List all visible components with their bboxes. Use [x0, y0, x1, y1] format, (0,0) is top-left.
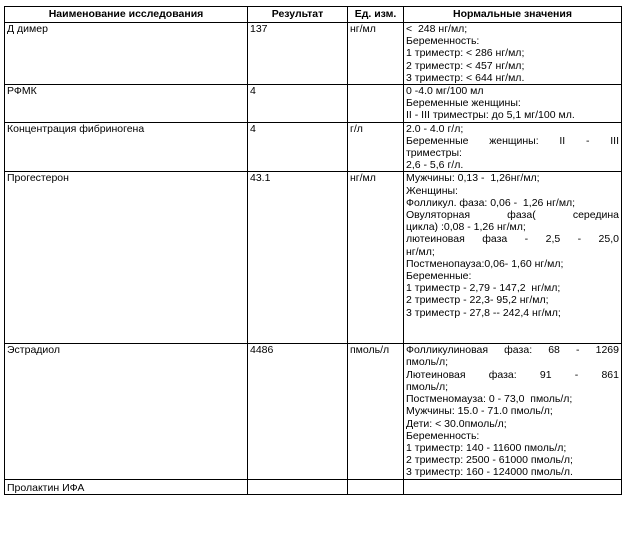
normal-value-line: Мужчины: 15.0 - 71.0 пмоль/л; — [406, 405, 553, 418]
normal-value-line: 1 триместр: 140 - 11600 пмоль/л; — [406, 441, 567, 454]
normal-value-line: Постменомауза: 0 - 73,0 пмоль/л; — [406, 393, 573, 406]
result-cell: 4486 — [248, 344, 348, 479]
test-name-cell: Концентрация фибриногена — [5, 122, 248, 172]
empty-cell — [248, 479, 348, 494]
truncated-test-name: Пролактин ИФА — [7, 481, 85, 494]
header-unit: Ед. изм. — [348, 7, 404, 23]
header-normal-values: Нормальные значения — [404, 7, 622, 23]
normal-value-line: 3 триместр - 27,8 -- 242,4 нг/мл; — [406, 306, 561, 319]
result-cell: 4 — [248, 122, 348, 172]
unit-cell: г/л — [348, 122, 404, 172]
table-row — [5, 85, 622, 123]
unit-cell — [348, 85, 404, 123]
normal-value-line: нг/мл; — [406, 245, 435, 258]
test-name-cell: Прогестерон — [5, 172, 248, 344]
normal-value-line: Дети: < 30.0пмоль/л; — [406, 417, 507, 430]
normal-values-cell — [404, 172, 622, 344]
normal-value-line: цикла) :0,08 - 1,26 нг/мл; — [406, 221, 526, 234]
lab-results-table — [4, 6, 622, 495]
header-test-name: Наименование исследования — [5, 7, 248, 23]
normal-value-line: Фолликул. фаза: 0,06 - 1,26 нг/мл; — [406, 196, 576, 209]
normal-value-line: пмоль/л; — [406, 380, 449, 393]
header-result: Результат — [248, 7, 348, 23]
result-cell: 43.1 — [248, 172, 348, 344]
normal-value-line: 3 триместр: 160 - 124000 пмоль/л. — [406, 466, 573, 479]
normal-value-line: 0 -4.0 мг/100 мл — [406, 85, 484, 98]
normal-value-line: 2 триместр - 22,3- 95,2 нг/мл; — [406, 294, 549, 307]
test-name-cell: РФМК — [5, 85, 248, 123]
normal-values-cell — [404, 23, 622, 85]
normal-value-line: 1 триместр: < 286 нг/мл; — [406, 47, 525, 60]
table-header-row — [5, 7, 622, 23]
normal-value-line: Беременные женщины: II - III — [406, 134, 619, 147]
result-cell: 137 — [248, 23, 348, 85]
normal-value-line: Овуляторная фаза( середина — [406, 209, 619, 222]
normal-value-line: Беременность: — [406, 35, 480, 48]
normal-value-line: Фолликулиновая фаза: 68 - 1269 — [406, 344, 619, 357]
normal-value-line: 2,6 - 5,6 г/л. — [406, 159, 464, 172]
normal-value-line — [406, 319, 619, 331]
normal-values-cell — [404, 85, 622, 123]
normal-value-line: Мужчины: 0,13 - 1,26нг/мл; — [406, 172, 540, 185]
normal-value-line: пмоль/л; — [406, 356, 449, 369]
normal-value-line — [406, 331, 619, 343]
normal-value-line: 2.0 - 4.0 г/л; — [406, 122, 464, 135]
normal-value-line: Лютеиновая фаза: 91 - 861 — [406, 368, 619, 381]
table-row — [5, 122, 622, 172]
unit-cell: пмоль/л — [348, 344, 404, 479]
normal-value-line: Постменопауза:0,06- 1,60 нг/мл; — [406, 257, 564, 270]
table-row — [5, 23, 622, 85]
normal-value-line: < 248 нг/мл; — [406, 23, 468, 35]
normal-value-line: Беременные женщины: — [406, 97, 521, 110]
test-name-cell — [5, 479, 248, 494]
empty-cell — [404, 479, 622, 494]
table-body — [5, 23, 622, 495]
normal-values-cell — [404, 344, 622, 479]
normal-values-cell — [404, 122, 622, 172]
test-name-cell: Эстрадиол — [5, 344, 248, 479]
normal-value-line: лютеиновая фаза - 2,5 - 25,0 — [406, 233, 619, 246]
normal-value-line: триместры: — [406, 147, 462, 160]
empty-cell — [348, 479, 404, 494]
unit-cell: нг/мл — [348, 172, 404, 344]
normal-value-line: 3 триместр: < 644 нг/мл. — [406, 71, 525, 84]
normal-value-line: 2 триместр: < 457 нг/мл; — [406, 59, 525, 72]
normal-value-line: 1 триместр - 2,79 - 147,2 нг/мл; — [406, 282, 561, 295]
normal-value-line: Женщины: — [406, 184, 458, 197]
result-cell: 4 — [248, 85, 348, 123]
normal-value-line: 2 триместр: 2500 - 61000 пмоль/л; — [406, 454, 573, 467]
normal-value-line: Беременные: — [406, 270, 472, 283]
table-row — [5, 172, 622, 344]
table-row — [5, 344, 622, 479]
test-name-cell: Д димер — [5, 23, 248, 85]
table-row-truncated — [5, 479, 622, 494]
normal-value-line: Беременность: — [406, 429, 480, 442]
normal-value-line: II - III триместры: до 5,1 мг/100 мл. — [406, 109, 575, 122]
unit-cell: нг/мл — [348, 23, 404, 85]
